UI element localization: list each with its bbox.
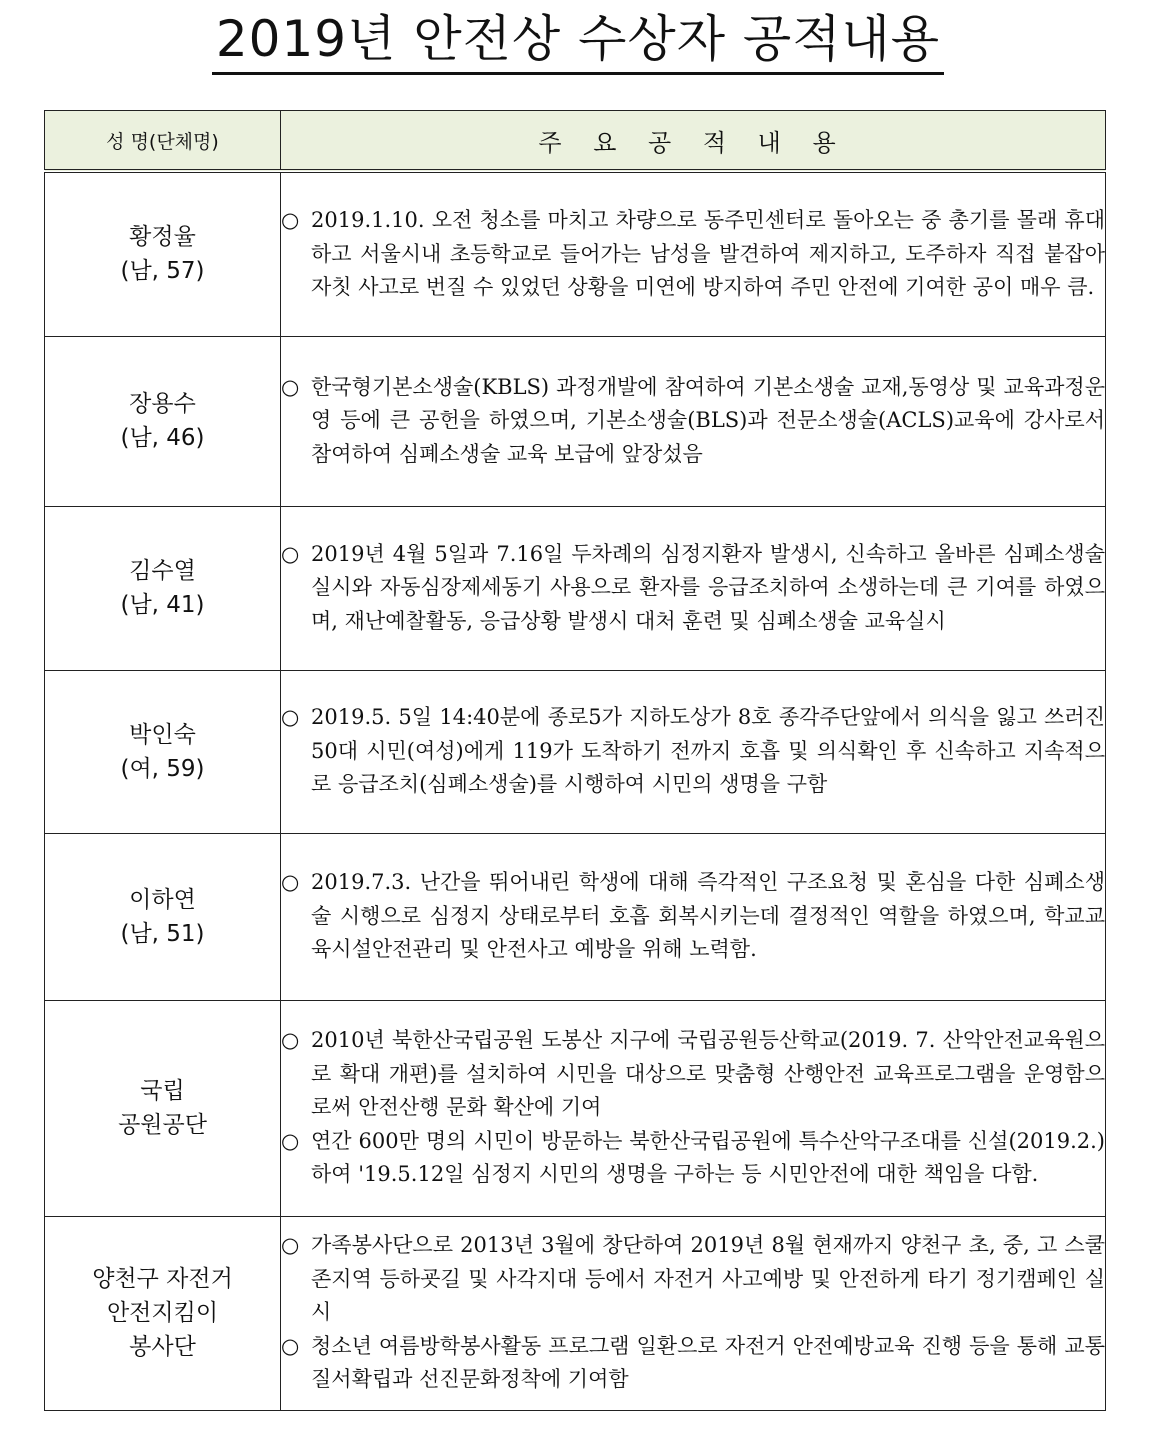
circle-bullet-icon: ○ xyxy=(281,541,300,566)
achievement-item xyxy=(281,1229,1105,1330)
awardee-cell xyxy=(45,670,281,833)
awardee-cell xyxy=(45,1216,281,1410)
awardee-info: (남, 46) xyxy=(120,425,205,451)
awardee-name: 박인숙 xyxy=(129,721,196,748)
achievement-item xyxy=(281,866,1105,967)
achievement-text: 2019년 4월 5일과 7.16일 두차례의 심정지환자 발생시, 신속하고 올바른 심폐소생술 실시와 자동심장제세동기 사용으로 환자를 응급조치하여 소생하는데 큰 기여를 하였으며, 재난예찰활동, 응급상황 발생시 대처 훈련 및 심폐소생술 교육실시 xyxy=(311,541,1105,633)
table-row xyxy=(45,670,1106,833)
achievement-text: 연간 600만 명의 시민이 방문하는 북한산국립공원에 특수산악구조대를 신설(2019.2.)하여 '19.5.12일 심정지 시민의 생명을 구하는 등 시민안전에 대한 책임을 다함. xyxy=(311,1128,1105,1187)
circle-bullet-icon: ○ xyxy=(281,208,300,232)
circle-bullet-icon: ○ xyxy=(281,374,300,399)
circle-bullet-icon: ○ xyxy=(281,1333,300,1358)
awardee-name: 황정율 xyxy=(129,224,196,251)
awardee-cell xyxy=(45,336,281,506)
awardee-name: 김수열 xyxy=(129,558,196,584)
achievement-item xyxy=(281,538,1105,639)
achievement-cell xyxy=(281,1216,1106,1410)
awards-table xyxy=(44,110,1106,1411)
awardee-name: 장용수 xyxy=(129,391,196,417)
achievement-cell xyxy=(281,1000,1106,1216)
table-row xyxy=(45,1216,1106,1410)
table-row xyxy=(45,1000,1106,1216)
awardee-name: 국립 공원공단 xyxy=(118,1078,207,1138)
awardee-cell xyxy=(45,506,281,670)
table-row xyxy=(45,336,1106,506)
awardee-name: 이하연 xyxy=(129,886,196,913)
circle-bullet-icon: ○ xyxy=(281,705,300,730)
achievement-item xyxy=(281,204,1105,305)
awardee-name: 양천구 자전거 안전지킴이 봉사단 xyxy=(92,1266,233,1360)
document-title-area xyxy=(0,0,1156,80)
circle-bullet-icon: ○ xyxy=(281,870,300,895)
achievement-cell xyxy=(281,336,1106,506)
awards-body xyxy=(45,171,1106,1410)
achievement-item xyxy=(281,701,1105,802)
achievement-cell xyxy=(281,670,1106,833)
circle-bullet-icon: ○ xyxy=(281,1028,300,1053)
achievement-item xyxy=(281,1125,1105,1192)
achievement-text: 2019.5. 5일 14:40분에 종로5가 지하도상가 8호 종각주단앞에서 의식을 잃고 쓰러진 50대 시민(여성)에게 119가 도착하기 전까지 호흡 및 의식확인 후 신속하고 지속적으로 응급조치(심폐소생술)를 시행하여 시민의 생명을 구함 xyxy=(311,705,1105,797)
achievement-text: 2019.1.10. 오전 청소를 마치고 차량으로 동주민센터로 돌아오는 중 총기를 몰래 휴대하고 서울시내 초등학교로 들어가는 남성을 발견하여 제지하고, 도주하자 직접 붙잡아 자칫 사고로 번질 수 있었던 상황을 미연에 방지하여 주민 안전에 기여한 공이 매우 큼. xyxy=(311,208,1105,299)
achievement-cell xyxy=(281,506,1106,670)
awardee-info: (남, 57) xyxy=(120,258,205,285)
achievement-text: 2010년 북한산국립공원 도봉산 지구에 국립공원등산학교(2019. 7. 산악안전교육원으로 확대 개편)를 설치하여 시민을 대상으로 맞춤형 산행안전 교육프로그램을 운영함으로써 안전산행 문화 확산에 기여 xyxy=(311,1028,1105,1120)
achievement-cell xyxy=(281,171,1106,336)
awardee-info: (여, 59) xyxy=(120,755,205,782)
document-title: 2019년 안전상 수상자 공적내용 xyxy=(212,6,944,75)
achievement-text: 가족봉사단으로 2013년 3월에 창단하여 2019년 8월 현재까지 양천구 초, 중, 고 스쿨존지역 등하굣길 및 사각지대 등에서 자전거 사고예방 및 안전하게 타기 정기캠페인 실시 xyxy=(311,1233,1105,1325)
achievement-text: 한국형기본소생술(KBLS) 과정개발에 참여하여 기본소생술 교재,동영상 및 교육과정운영 등에 큰 공헌을 하였으며, 기본소생술(BLS)과 전문소생술(ACLS)교육에 강사로서 참여하여 심폐소생술 교육 보급에 앞장섰음 xyxy=(311,374,1105,466)
achievement-cell xyxy=(281,833,1106,1000)
table-row xyxy=(45,171,1106,336)
circle-bullet-icon: ○ xyxy=(281,1128,300,1153)
achievement-item xyxy=(281,371,1105,472)
header-name: 성 명(단체명) xyxy=(45,111,281,172)
table-header-row xyxy=(45,111,1106,172)
circle-bullet-icon: ○ xyxy=(281,1233,300,1258)
awardee-cell xyxy=(45,833,281,1000)
achievement-item xyxy=(281,1024,1105,1125)
table-row xyxy=(45,506,1106,670)
achievement-text: 청소년 여름방학봉사활동 프로그램 일환으로 자전거 안전예방교육 진행 등을 통해 교통질서확립과 선진문화정착에 기여함 xyxy=(311,1333,1105,1392)
awardee-cell xyxy=(45,1000,281,1216)
achievement-item xyxy=(281,1330,1105,1397)
header-achievements: 주 요 공 적 내 용 xyxy=(281,111,1106,172)
achievement-text: 2019.7.3. 난간을 뛰어내린 학생에 대해 즉각적인 구조요청 및 혼심을 다한 심폐소생술 시행으로 심정지 상태로부터 호흡 회복시키는데 결정적인 역할을 하였으며, 학교교육시설안전관리 및 안전사고 예방을 위해 노력함. xyxy=(311,870,1105,962)
awardee-info: (남, 41) xyxy=(120,592,205,618)
awardee-cell xyxy=(45,171,281,336)
awardee-info: (남, 51) xyxy=(120,920,205,947)
table-row xyxy=(45,833,1106,1000)
